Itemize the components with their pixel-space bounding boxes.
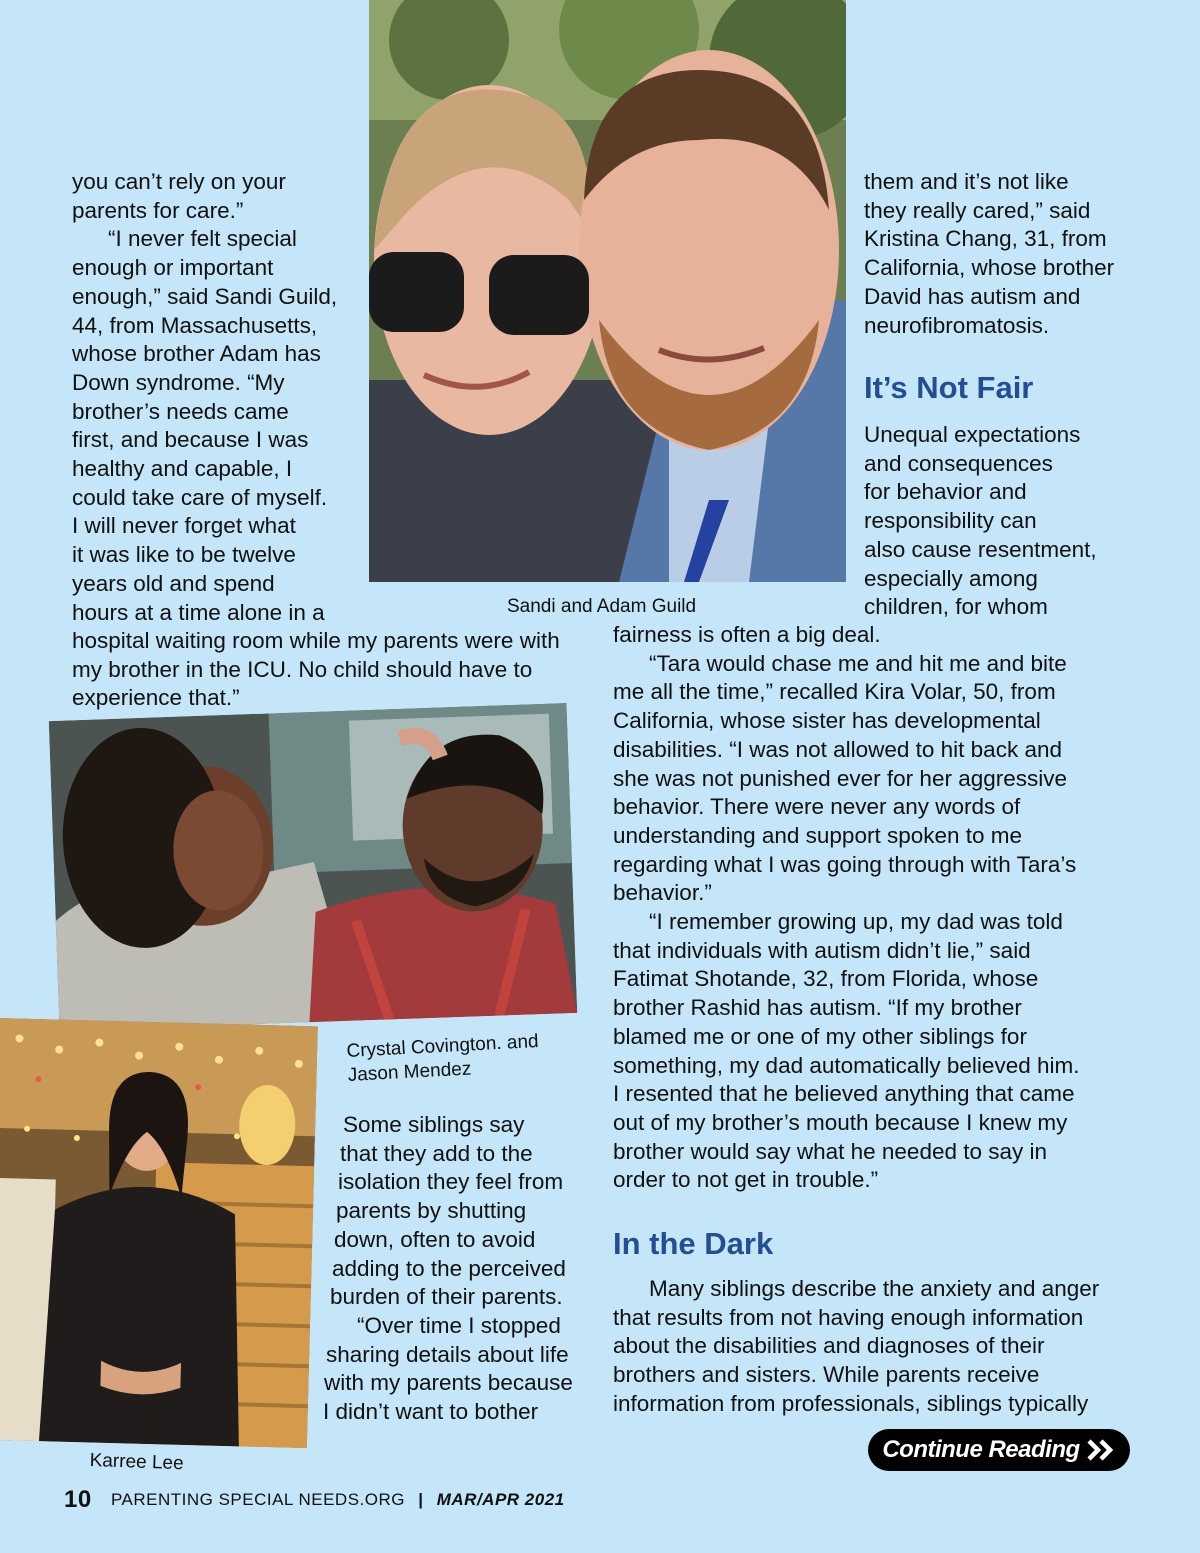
- text-line: hospital waiting room while my parents were with: [72, 628, 560, 653]
- text-line: brothers and sisters. While parents receive: [613, 1362, 1040, 1388]
- text-line: I resented that he believed anything that came: [613, 1081, 1075, 1107]
- text-line: you can’t rely on your: [72, 169, 286, 194]
- text-line: healthy and capable, I: [72, 456, 293, 482]
- text-line: parents for care.”: [72, 197, 244, 223]
- text-line: down, often to avoid: [334, 1226, 536, 1252]
- photo-caption-guild: Sandi and Adam Guild: [507, 596, 697, 617]
- text-line: she was not punished ever for her aggressive: [613, 765, 1068, 791]
- text-line: whose brother Adam has: [72, 341, 321, 367]
- left-column-text: [72, 168, 362, 627]
- text-line: with my parents because: [324, 1370, 573, 1396]
- text-line: isolation they feel from: [338, 1169, 564, 1195]
- text-line: hours at a time alone in a: [72, 599, 325, 625]
- caption-line: Jason Mendez: [347, 1058, 472, 1086]
- right-column-dark-text: [613, 1275, 1193, 1419]
- text-line: it was like to be twelve: [72, 542, 296, 568]
- right-column-fair-text: [864, 421, 1194, 622]
- text-line: regarding what I was going through with Tara’s: [613, 851, 1077, 877]
- photo-sandi-adam-guild: [369, 0, 846, 582]
- text-line: out of my brother’s mouth because I knew my: [613, 1109, 1068, 1135]
- page-number: 10: [64, 1486, 92, 1513]
- text-line: experience that.”: [72, 685, 240, 711]
- text-line: burden of their parents.: [330, 1284, 563, 1310]
- heading-its-not-fair: It’s Not Fair: [864, 370, 1034, 405]
- caption-line: Crystal Covington. and: [346, 1030, 540, 1062]
- footer-site: PARENTING SPECIAL NEEDS.ORG: [110, 1490, 405, 1509]
- heading-in-the-dark: In the Dark: [613, 1226, 774, 1261]
- text-line: especially among: [864, 565, 1038, 591]
- text-line: that individuals with autism didn’t lie,” said: [613, 937, 1031, 963]
- footer-issue: MAR/APR 2021: [436, 1490, 565, 1509]
- continue-reading-button[interactable]: [868, 1429, 1130, 1471]
- right-column-wide-text: [613, 621, 1193, 1195]
- text-line: enough,” said Sandi Guild,: [72, 283, 338, 309]
- text-line: parents by shutting: [336, 1198, 527, 1224]
- text-line: that they add to the: [340, 1140, 533, 1166]
- text-line: Down syndrome. “My: [72, 369, 285, 395]
- text-line: “Over time I stopped: [357, 1312, 561, 1338]
- text-line: information from professionals, siblings typically: [613, 1390, 1089, 1416]
- text-line: could take care of myself.: [72, 484, 328, 510]
- text-line: David has autism and: [864, 283, 1081, 309]
- text-line: brother would say what he needed to say in: [613, 1138, 1048, 1164]
- text-line: they really cared,” said: [864, 197, 1091, 223]
- text-line: first, and because I was: [72, 427, 309, 453]
- text-line: understanding and support spoken to me: [613, 822, 1023, 848]
- text-line: California, whose brother: [864, 255, 1115, 281]
- text-line: also cause resentment,: [864, 536, 1097, 562]
- text-line: California, whose sister has developmental: [613, 708, 1041, 734]
- text-line: Kristina Chang, 31, from: [864, 226, 1107, 252]
- middle-column-text: [323, 1111, 593, 1427]
- text-line: I will never forget what: [72, 513, 296, 539]
- text-line: 44, from Massachusetts,: [72, 312, 318, 338]
- text-line: Unequal expectations: [864, 422, 1081, 447]
- text-line: my brother in the ICU. No child should have to: [72, 656, 533, 682]
- text-line: I didn’t want to bother: [323, 1399, 539, 1425]
- text-line: me all the time,” recalled Kira Volar, 50, from: [613, 679, 1056, 705]
- text-line: Fatimat Shotande, 32, from Florida, whose: [613, 966, 1039, 992]
- text-line: them and it’s not like: [864, 169, 1069, 194]
- left-column-wide-text: [72, 627, 602, 713]
- page-footer: [64, 1486, 565, 1514]
- continue-reading-label: Continue Reading: [882, 1436, 1080, 1463]
- text-line: “I remember growing up, my dad was told: [649, 909, 1063, 935]
- text-line: children, for whom: [864, 594, 1048, 620]
- photo-caption-lee: Karree Lee: [89, 1450, 184, 1475]
- text-line: brother Rashid has autism. “If my brother: [613, 995, 1022, 1021]
- text-line: blamed me or one of my other siblings for: [613, 1023, 1027, 1049]
- right-column-top-text: [864, 168, 1194, 340]
- text-line: for behavior and: [864, 479, 1027, 505]
- text-line: neurofibromatosis.: [864, 312, 1050, 338]
- photo-caption-covington: [346, 1030, 540, 1088]
- text-line: “I never felt special: [108, 226, 297, 252]
- text-line: about the disabilities and diagnoses of their: [613, 1333, 1045, 1359]
- text-line: “Tara would chase me and hit me and bite: [649, 650, 1067, 676]
- text-line: Many siblings describe the anxiety and anger: [649, 1276, 1100, 1301]
- text-line: order to not get in trouble.”: [613, 1167, 879, 1193]
- text-line: brother’s needs came: [72, 398, 289, 424]
- text-line: and consequences: [864, 450, 1053, 476]
- text-line: behavior. There were never any words of: [613, 794, 1021, 820]
- text-line: something, my dad automatically believed him.: [613, 1052, 1080, 1078]
- text-line: enough or important: [72, 255, 274, 281]
- text-line: that results from not having enough information: [613, 1304, 1084, 1330]
- text-line: responsibility can: [864, 508, 1037, 534]
- photo-karree-lee: [0, 1018, 318, 1448]
- text-line: fairness is often a big deal.: [613, 622, 881, 647]
- double-chevron-right-icon: [1086, 1439, 1116, 1461]
- text-line: sharing details about life: [326, 1341, 569, 1367]
- photo-covington-mendez: [49, 703, 578, 1031]
- text-line: adding to the perceived: [332, 1255, 566, 1281]
- text-line: years old and spend: [72, 570, 275, 596]
- text-line: Some siblings say: [343, 1112, 525, 1137]
- text-line: behavior.”: [613, 880, 712, 906]
- footer-separator: |: [418, 1490, 424, 1509]
- text-line: disabilities. “I was not allowed to hit back and: [613, 736, 1062, 762]
